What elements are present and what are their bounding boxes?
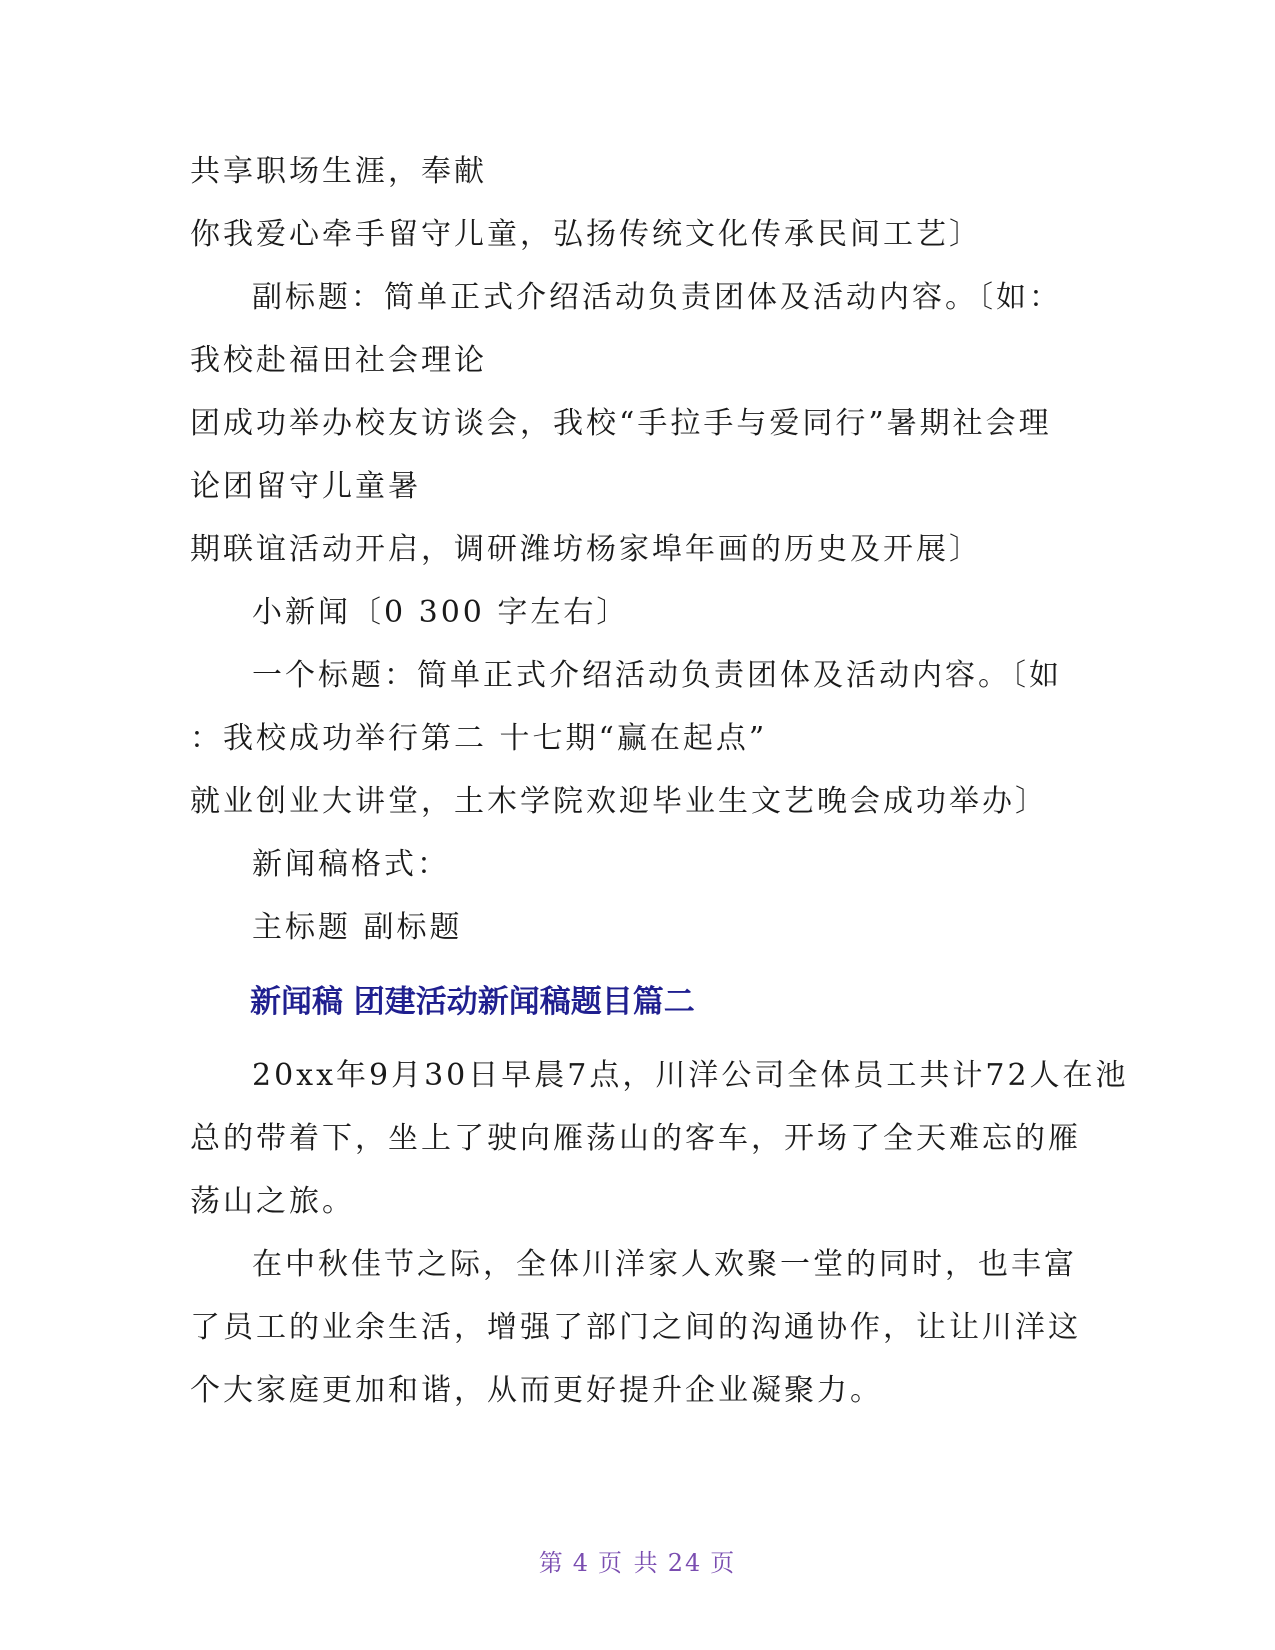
page-footer — [0, 1548, 1275, 1578]
text-line: ：我校成功举行第二 十七期“赢在起点” — [190, 721, 768, 756]
footer-mid: 页 共 — [598, 1549, 660, 1577]
text-line: 主标题 副标题 — [252, 910, 463, 945]
text-line: 总的带着下，坐上了驶向雁荡山的客车，开场了全天难忘的雁 — [190, 1121, 1081, 1156]
text-line: 论团留守儿童暑 — [190, 469, 421, 504]
text-line: 20xx年9月30日早晨7点，川洋公司全体员工共计72人在池 — [252, 1058, 1129, 1093]
footer-suffix: 页 — [710, 1549, 737, 1577]
text-line: 了员工的业余生活，增强了部门之间的沟通协作，让让川洋这 — [190, 1310, 1081, 1345]
text-line: 荡山之旅。 — [190, 1184, 355, 1219]
text-line: 一个标题：简单正式介绍活动负责团体及活动内容。〔如 — [252, 658, 1062, 693]
text-line: 小新闻〔0 300 字左右〕 — [252, 595, 630, 630]
footer-total-pages: 24 — [667, 1549, 703, 1577]
text-line: 期联谊活动开启，调研潍坊杨家埠年画的历史及开展〕 — [190, 532, 982, 567]
text-line: 你我爱心牵手留守儿童，弘扬传统文化传承民间工艺〕 — [190, 217, 982, 252]
text-line: 新闻稿格式： — [252, 847, 450, 882]
text-line: 在中秋佳节之际，全体川洋家人欢聚一堂的同时，也丰富 — [252, 1247, 1077, 1282]
text-line: 我校赴福田社会理论 — [190, 343, 487, 378]
footer-page-number: 4 — [572, 1549, 591, 1577]
text-line: 共享职场生涯，奉献 — [190, 154, 487, 189]
text-line: 团成功举办校友访谈会，我校“手拉手与爱同行”暑期社会理 — [190, 406, 1052, 441]
section-heading: 新闻稿 团建活动新闻稿题目篇二 — [250, 984, 695, 1020]
text-line: 个大家庭更加和谐，从而更好提升企业凝聚力。 — [190, 1373, 883, 1408]
text-line: 就业创业大讲堂，土木学院欢迎毕业生文艺晚会成功举办〕 — [190, 784, 1048, 819]
text-line: 副标题：简单正式介绍活动负责团体及活动内容。〔如： — [252, 280, 1062, 315]
footer-prefix: 第 — [538, 1549, 565, 1577]
